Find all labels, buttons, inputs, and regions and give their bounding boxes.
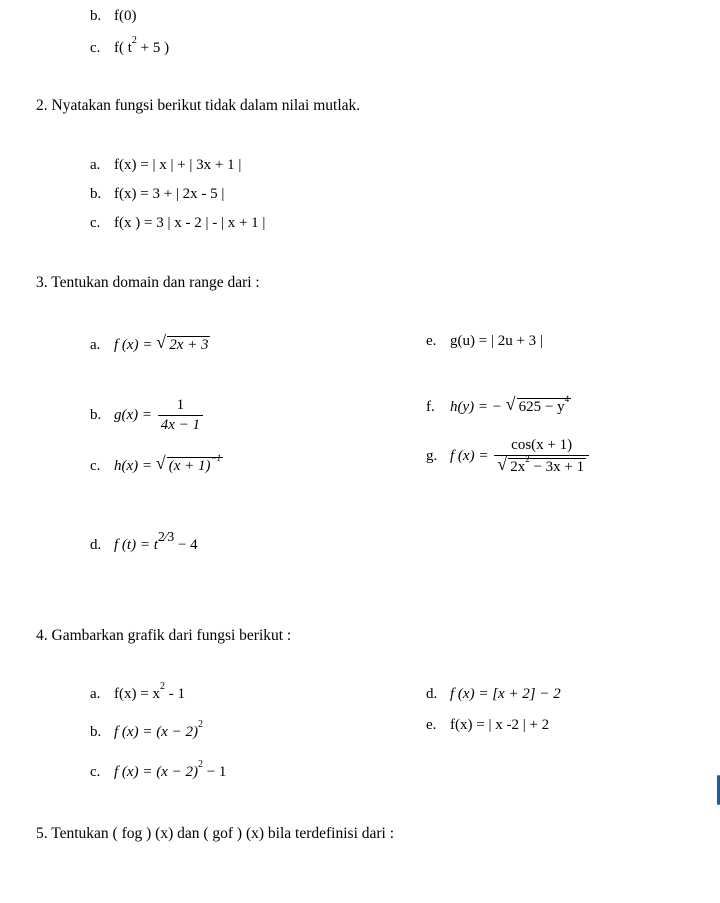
expression-pre: f (x) = (x − 2) — [114, 764, 198, 780]
radicand: 2x + 3 — [169, 337, 209, 353]
item-label: b. — [90, 8, 102, 24]
expression: f(x) = 3 + | 2x - 5 | — [114, 186, 225, 202]
exponent: 2 — [525, 454, 530, 464]
expression-lhs: f (x) = — [450, 447, 489, 464]
q4-heading: 4. Gambarkan grafik dari fungsi berikut : — [36, 627, 292, 644]
item-label: a. — [90, 686, 101, 702]
item-label: b. — [90, 186, 102, 202]
q3-item-d — [90, 530, 198, 553]
numerator: cos(x + 1) — [511, 437, 573, 453]
item-label: d. — [90, 537, 102, 553]
expression-post: − 4 — [174, 537, 198, 553]
square-root: √ 2x + 3 — [156, 332, 209, 353]
expression: f(x) = | x | + | 3x + 1 | — [114, 157, 242, 173]
numerator: 1 — [176, 397, 185, 413]
item-label: a. — [90, 157, 101, 173]
radicand: 2x — [510, 459, 526, 475]
item-label: c. — [90, 764, 101, 780]
expression: f(x) = | x -2 | + 2 — [450, 717, 550, 733]
exponent: 2 — [159, 681, 165, 692]
exponent: −1 — [210, 453, 222, 463]
exponent: 2⁄3 — [157, 530, 175, 545]
q2-item-b — [90, 187, 224, 202]
q4-item-e — [426, 718, 549, 733]
expression: g(u) = | 2u + 3 | — [450, 333, 543, 349]
radicand: (x + 1) — [168, 458, 211, 474]
q4-item-a — [90, 681, 185, 702]
expression: f (x) = [x + 2] − 2 — [450, 686, 561, 702]
q3-item-b — [90, 398, 205, 433]
item-label: b. — [90, 406, 102, 423]
expression-lhs: g(x) = — [114, 406, 153, 423]
item-label: d. — [426, 686, 438, 702]
expression-lhs: f (t) = t — [114, 537, 158, 553]
q2-heading: 2. Nyatakan fungsi berikut tidak dalam nilai mutlak. — [36, 97, 361, 114]
q3-heading: 3. Tentukan domain dan range dari : — [36, 274, 260, 291]
denominator: 4x − 1 — [158, 415, 203, 433]
item-label: b. — [90, 724, 102, 740]
expression-pre: f(x) = x — [114, 686, 160, 702]
exponent: 4 — [564, 394, 570, 404]
fraction — [158, 398, 203, 433]
exponent: 2 — [131, 35, 137, 46]
radicand: 625 − y — [518, 399, 565, 415]
q4-item-d — [426, 687, 561, 702]
q4-item-c — [90, 759, 227, 780]
exponent: 2 — [197, 719, 203, 730]
q1-item-b — [90, 9, 137, 24]
expression-pre: f( t — [114, 40, 132, 56]
q1-item-c — [90, 35, 170, 56]
expression: f(x ) = 3 | x - 2 | - | x + 1 | — [114, 215, 266, 231]
exponent: 2 — [197, 759, 203, 770]
fraction — [494, 438, 589, 475]
q2-item-c — [90, 216, 265, 231]
expression-post: + 5 ) — [136, 40, 170, 56]
square-root: √ $2x^2 - 3x + 1$ — [497, 454, 585, 475]
q3-item-e — [426, 334, 543, 349]
item-label: a. — [90, 337, 101, 353]
item-label: e. — [426, 717, 437, 733]
item-label: c. — [90, 40, 101, 56]
q5-heading: 5. Tentukan ( fog ) (x) dan ( gof ) (x) bila terdefinisi dari : — [36, 825, 395, 842]
item-label: e. — [426, 333, 437, 349]
q3-item-c — [90, 453, 223, 474]
q2-item-a — [90, 158, 241, 173]
q3-item-a — [90, 332, 210, 353]
expression-lhs: f (x) = — [114, 337, 153, 353]
expression-lhs: h(x) = — [114, 458, 153, 474]
square-root: √ $(x + 1)^{-1}$ — [155, 453, 222, 474]
item-label: c. — [90, 215, 101, 231]
radicand-post: − 3x + 1 — [529, 459, 585, 475]
expression-post: - 1 — [164, 686, 185, 702]
q4-item-b — [90, 719, 203, 740]
item-label: c. — [90, 458, 101, 474]
expression-pre: f (x) = (x − 2) — [114, 724, 198, 740]
item-label: f. — [426, 399, 435, 415]
q3-item-f — [426, 394, 571, 415]
expression-post: − 1 — [202, 764, 227, 780]
q3-item-g — [426, 438, 591, 475]
item-label: g. — [426, 447, 438, 464]
expression-lhs: h(y) = − — [450, 399, 502, 415]
square-root: √ $625 - y^4$ — [505, 394, 570, 415]
expression: f(0) — [114, 8, 137, 24]
